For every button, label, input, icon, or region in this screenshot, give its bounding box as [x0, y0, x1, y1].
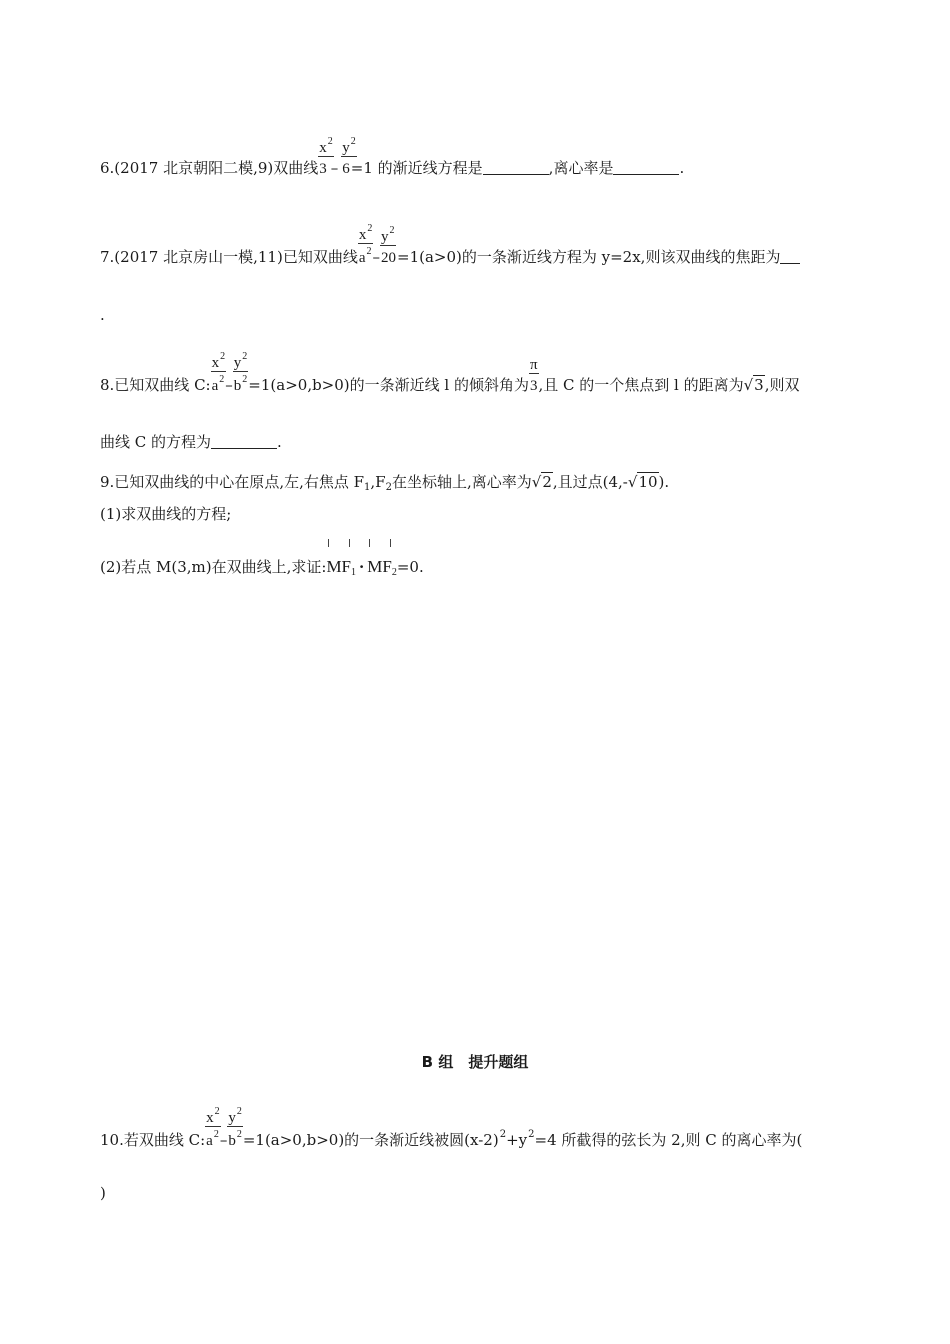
q6-fraction-y: $\frac{y^2}{6}$: [342, 136, 356, 177]
question-7-end: .: [100, 306, 105, 324]
q8-fraction-pi: $\frac{\pi}{3}$: [529, 357, 538, 394]
q9-sqrt-2: √2: [531, 473, 552, 491]
q7-fraction-y: $\frac{y^2}{20}$: [381, 225, 396, 266]
q7-blank-focal-distance[interactable]: [780, 249, 800, 264]
q6-lead: 6.(2017 北京朝阳二模,9)双曲线: [100, 159, 319, 177]
q6-blank-eccentricity[interactable]: [613, 160, 679, 175]
q8-fraction-y: $\frac{y^2}{b^2}$: [233, 351, 248, 394]
q9-sqrt-10: √10: [627, 473, 658, 491]
question-10: 10.若双曲线 C: $\frac{x^2}{a^2}-$ $\frac{y^2}{b^2}=1(a>0,b>0)$的一条渐近线被圆$(x-2)^2+y^2=4$ 所截得的弦长为 2,则 C 的离心率为(: [100, 1106, 803, 1149]
question-9: 9.已知双曲线的中心在原点,左,右焦点 $F_1,F_2$在坐标轴上,离心率为√2,且过点(4,-√10).: [100, 473, 670, 493]
q10-fraction-y: $\frac{y^2}{b^2}$: [228, 1106, 242, 1149]
q7-fraction-x: $\frac{x^2}{a^2}$: [358, 223, 373, 266]
vector-mf2: $MF_2$: [367, 557, 397, 578]
vector-mf1: $MF_1$: [326, 557, 356, 578]
q6-fraction-x: $\frac{x^2}{3}$: [319, 136, 333, 177]
section-b-title: B 组 提升题组: [421, 1053, 529, 1071]
q8-blank-equation[interactable]: [211, 434, 277, 449]
question-6: 6.(2017 北京朝阳二模,9)双曲线 $\frac{x^2}{3}$ – $\frac{y^2}{6}=1$ 的渐近线方程是 ,离心率是 .: [100, 136, 685, 177]
q10-fraction-x: $\frac{x^2}{a^2}$: [206, 1106, 220, 1149]
q8-fraction-x: $\frac{x^2}{a^2}$: [211, 351, 226, 394]
question-10-close: ): [100, 1184, 106, 1202]
question-8: 8.已知双曲线 C: $\frac{x^2}{a^2}-$ $\frac{y^2}{b^2}=1(a>0,b>0)$的一条渐近线 l 的倾斜角为 $\frac{\pi}{3}$,且 C 的一个焦点到 l 的距离为√3,则双: [100, 351, 800, 394]
question-9-part-1: (1)求双曲线的方程;: [100, 505, 232, 523]
question-8-line2: 曲线 C 的方程为 .: [100, 433, 282, 451]
q6-blank-asymptote[interactable]: [483, 160, 549, 175]
question-9-part-2: (2)若点 M(3,m)在双曲线上,求证: $MF_1$ · $MF_2=0$.: [100, 556, 424, 578]
q8-sqrt: √3: [743, 376, 764, 394]
question-7: 7.(2017 北京房山一模,11)已知双曲线 $\frac{x^2}{a^2}-$ $\frac{y^2}{20}=1(a>0)$的一条渐近线方程为 y=2x,则该双曲线的焦距为: [100, 246, 800, 267]
